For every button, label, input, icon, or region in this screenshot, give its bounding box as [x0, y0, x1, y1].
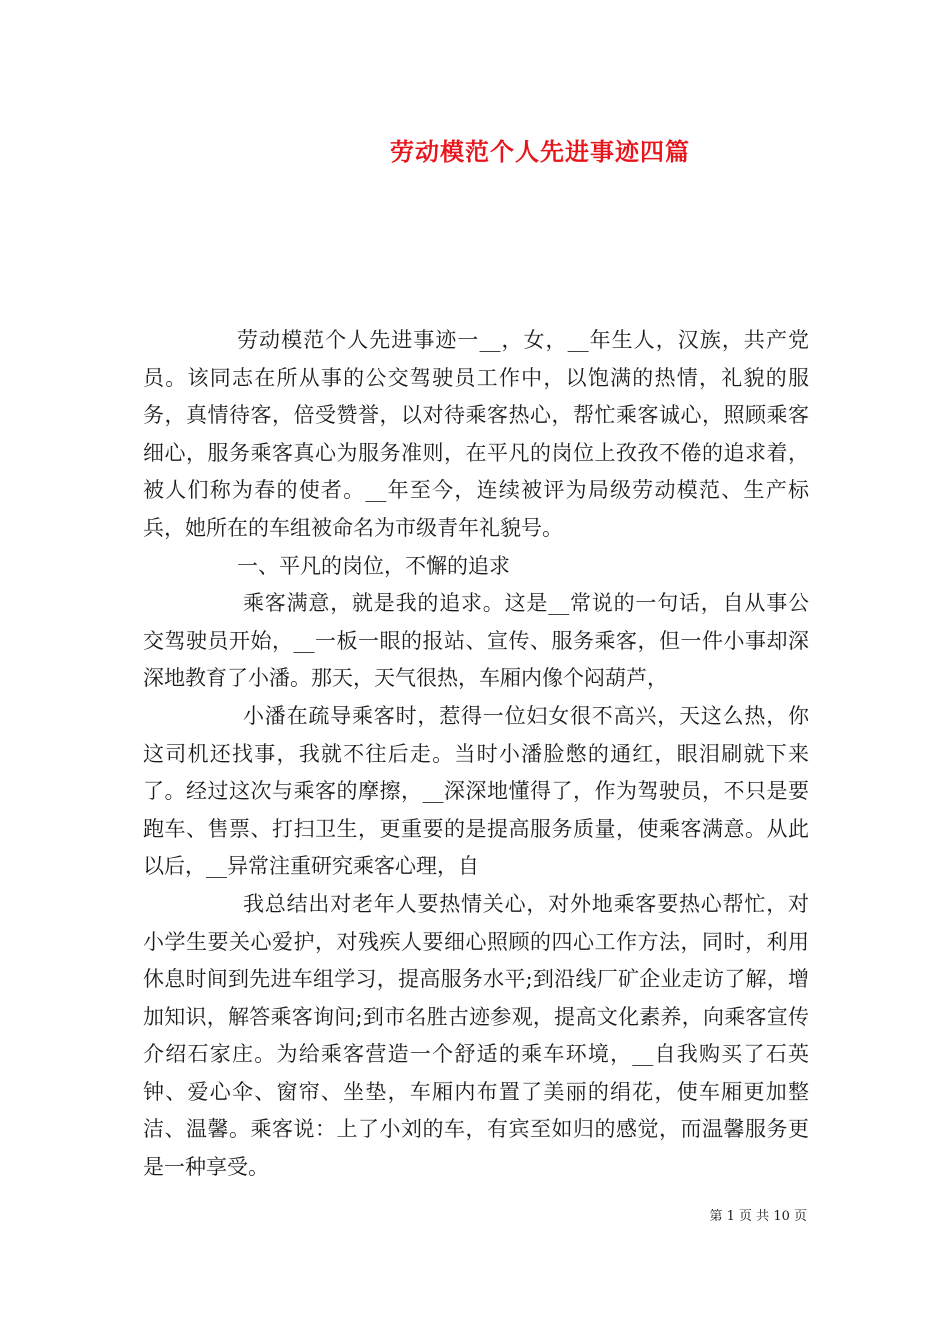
section-heading: 一、平凡的岗位，不懈的追求: [237, 553, 510, 578]
paragraph-pursuit: 乘客满意，就是我的追求。这是__常说的一句话，自从事公交驾驶员开始，__一板一眼的报站、宣传、服务乘客，但一件小事却深深地教育了小潘。那天，天气很热，车厢内像个闷葫芦，: [143, 591, 809, 691]
document-title: 劳动模范个人先进事迹四篇: [390, 137, 690, 166]
paragraph-intro: 劳动模范个人先进事迹一__，女，__年生人，汉族，共产党员。该同志在所从事的公交驾驶员工作中，以饱满的热情，礼貌的服务，真情待客，倍受赞誉，以对待乘客热心，帮忙乘客诚心，照顾乘客细心，服务乘客真心为服务准则，在平凡的岗位上孜孜不倦的追求着，被人们称为春的使者。__年至今，连续被评为局级劳动模范、生产标兵，她所在的车组被命名为市级青年礼貌号。: [143, 328, 809, 540]
paragraph-method: 我总结出对老年人要热情关心，对外地乘客要热心帮忙，对小学生要关心爱护，对残疾人要细心照顾的四心工作方法，同时，利用休息时间到先进车组学习，提高服务水平;到沿线厂矿企业走访了解，增加知识，解答乘客询问;到市名胜古迹参观，提高文化素养，向乘客宣传介绍石家庄。为给乘客营造一个舒适的乘车环境，__自我购买了石英钟、爱心伞、窗帘、坐垫，车厢内布置了美丽的绢花，使车厢更加整洁、温馨。乘客说：上了小刘的车，有宾至如归的感觉，而温馨服务更是一种享受。: [143, 891, 809, 1180]
document-body: [143, 322, 809, 1187]
paragraph-incident: 小潘在疏导乘客时，惹得一位妇女很不高兴，天这么热，你这司机还找事，我就不往后走。当时小潘脸憋的通红，眼泪刷就下来了。经过这次与乘客的摩擦，__深深地懂得了，作为驾驶员，不只是要跑车、售票、打扫卫生，更重要的是提高服务质量，使乘客满意。从此以后，__异常注重研究乘客心理，自: [143, 703, 809, 879]
page-number-footer: 第 1 页 共 10 页: [709, 1209, 807, 1224]
